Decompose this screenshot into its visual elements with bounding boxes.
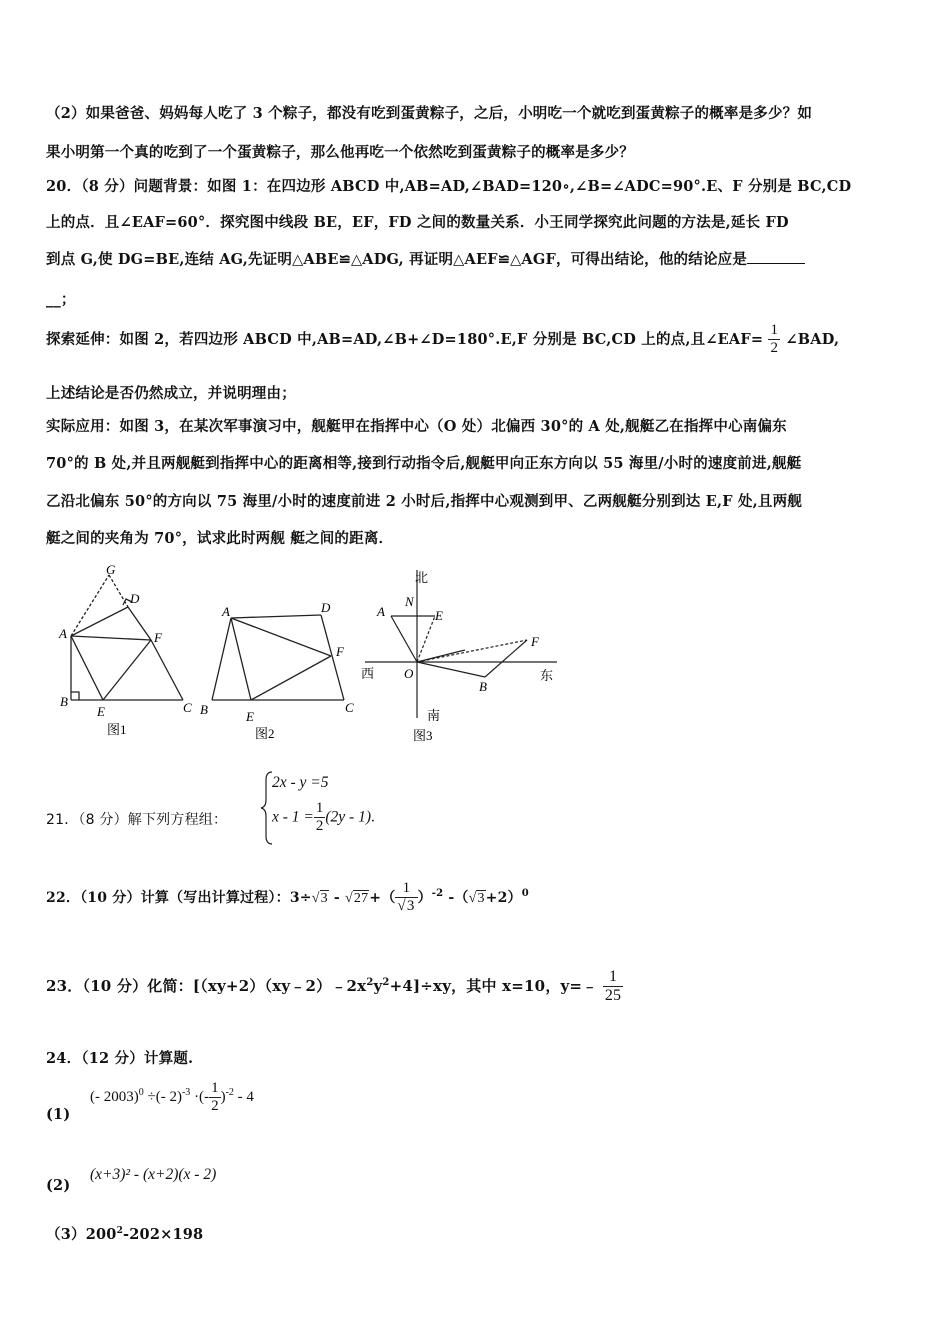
q20-application-line1: 实际应用：如图 3，在某次军事演习中，舰艇甲在指挥中心（O 处）北偏西 30°的 A 处,舰艇乙在指挥中心南偏东 [46,418,787,435]
q22-line [46,880,529,916]
q24-p1-den: 2 [211,1098,219,1115]
fig1-label-g: G [106,562,116,577]
figure-2 [212,615,344,700]
half-numerator: 1 [768,322,780,340]
q20-line3-text: 到点 G,使 DG=BE,连结 AG,先证明△ABE≌△ADG, 再证明△AEF≌△AGF，可得出结论，他的结论应是 [46,251,748,268]
q21-eq2-left: x - 1 = [272,808,314,826]
q24-p1-e3: -2 [225,1087,234,1099]
q24-p3-label: （3）200 [46,1226,117,1243]
q20-application-line4: 艇之间的夹角为 70°，试求此时两舰 艇之间的距离． [46,530,394,547]
sqrt-3-a: √3 [311,890,328,906]
fig1-label-c: C [183,700,192,715]
q23-sup2: 2 [382,976,390,988]
fig2-label-e: E [246,709,254,724]
sqrt-27: √27 [344,890,369,906]
q20-extension-line1 [46,322,839,358]
q22-exp: -2 [431,888,444,900]
q21-period: . [371,808,375,826]
q22-tail1: -（ [443,889,469,906]
q21-half [314,800,326,836]
fig1-label-b: B [60,694,68,709]
q24-part1-label: (1) [46,1106,71,1123]
q22-exp0: 0 [521,888,529,900]
q22-close: ） [417,889,432,906]
q20-application-line3: 乙沿北偏东 50°的方向以 75 海里/小时的速度前进 2 小时后,指挥中心观测到甲、乙两舰艇分别到达 E,F 处,且两舰 [46,493,803,510]
q24-p3-sup: 2 [116,1226,124,1237]
fig3-label-f: F [531,634,539,649]
q21-half-den: 2 [315,818,324,835]
q22-frac-den: √3 [397,898,415,915]
fig2-label-b: B [200,702,208,717]
q23-frac-den: 25 [604,987,622,1005]
fig3-label-north: 北 [415,570,429,585]
q19-part2-line1: （2）如果爸爸、妈妈每人吃了 3 个粽子，都没有吃到蛋黄粽子，之后，小明吃一个就吃到蛋黄粽子的概率是多少？如 [46,105,813,122]
half-denominator: 2 [770,340,779,357]
fig1-label-d: D [130,591,140,606]
fig3-label-a: A [377,604,385,619]
q23-line [46,968,623,1006]
sqrt-3-b: √3 [468,890,485,906]
sqrt-3-a-radicand: 3 [320,890,328,906]
q22-plus: +（ [369,889,396,906]
q23-y: y [373,976,383,995]
figure-3 [365,570,557,718]
q24-p1-b: ÷(- 2) [143,1089,182,1106]
q24-p1-e1: 0 [138,1087,144,1099]
q20-line3 [46,248,805,269]
q20-extension-tail: ∠BAD, [785,330,840,348]
q22-frac-num: 1 [395,880,417,898]
fig2-label-c: C [345,700,354,715]
geometry-figures [55,560,575,750]
q23-rest: +4]÷xy，其中 x=10，y=﹣ [389,976,598,995]
fig3-label-east: 东 [540,668,554,683]
fig2-label-d: D [321,600,331,615]
fig3-label-n: N [405,594,414,609]
q24-p1-fraction [209,1080,221,1116]
q23-frac-num: 1 [603,968,623,987]
q24-p1-f: - 4 [233,1089,254,1106]
q22-frac-den-radicand: 3 [406,898,415,915]
q20-application-line2: 70°的 B 处,并且两舰艇到指挥中心的距离相等,接到行动指令后,舰艇甲向正东方向以 55 海里/小时的速度前进,舰艇 [46,455,802,472]
q24-p1-a: (- 2003) [90,1089,139,1106]
q20-line2: 上的点．且∠EAF=60°．探究图中线段 BE，EF，FD 之间的数量关系．小王同学探究此问题的方法是,延长 FD [46,214,789,231]
fig1-label-a: A [59,626,67,641]
q19-part2-line2: 果小明第一个真的吃到了一个蛋黄粽子，那么他再吃一个依然吃到蛋黄粽子的概率是多少？ [46,144,634,161]
fig3-label-o: O [404,666,414,681]
q21-label: 21．（8 分）解下列方程组： [46,812,228,828]
fig2-caption: 图2 [255,726,275,741]
q23-label: 23．（10 分）化简：[（xy+2）（xy﹣2）﹣2x [46,976,367,995]
q23-fraction [603,968,623,1006]
q21-equation1: 2x - y =5 [272,774,329,791]
q21-eq2-right: (2y - 1) [325,808,372,826]
q20-line1: 20．（8 分）问题背景：如图 1：在四边形 ABCD 中,AB=AD,∠BAD=120∘,∠B=∠ADC=90°.E、F 分别是 BC,CD [46,178,852,195]
sqrt-3-b-radicand: 3 [477,890,485,906]
answer-blank [747,251,805,264]
q24-part1-expression [90,1080,254,1116]
q21-half-num: 1 [314,800,326,818]
q20-extension-text: 探索延伸：如图 2，若四边形 ABCD 中,AB=AD,∠B+∠D=180°.E,F 分别是 BC,CD 上的点,且∠EAF= [46,330,764,348]
q24-p1-d: ) [220,1089,226,1106]
q21-equation2 [272,800,375,836]
q24-label: 24．（12 分）计算题. [46,1050,194,1067]
q24-part2-expression: (x+3)² - (x+2)(x - 2) [90,1166,217,1183]
fig3-label-b: B [479,679,487,694]
fig3-label-south: 南 [427,708,441,723]
fig2-label-a: A [222,604,230,619]
q24-p3-rest: -202×198 [123,1226,204,1243]
q22-label: 22．（10 分）计算（写出计算过程）：3÷ [46,889,312,906]
q24-p1-c: ·(- [190,1089,210,1106]
fig1-caption: 图1 [107,722,127,737]
q22-fraction [395,880,417,916]
q24-p1-e2: -3 [181,1087,191,1099]
q20-line4: __； [46,291,76,308]
q22-minus: - [328,889,345,906]
fig1-label-f: F [154,630,162,645]
fig2-label-f: F [336,644,344,659]
fig3-label-west: 西 [361,666,375,681]
fig3-label-e: E [435,608,443,623]
q22-tail2: +2） [485,889,522,906]
q24-part3 [46,1223,203,1244]
half-fraction [768,322,780,358]
q20-extension-line2: 上述结论是否仍然成立，并说明理由； [46,385,296,402]
figure-1 [71,575,183,700]
q24-part2-label: (2) [46,1177,71,1194]
sqrt-27-radicand: 27 [353,890,369,906]
fig1-label-e: E [97,704,105,719]
q24-p1-num: 1 [209,1080,221,1098]
fig3-caption: 图3 [413,728,433,743]
q23-sup1: 2 [366,976,374,988]
